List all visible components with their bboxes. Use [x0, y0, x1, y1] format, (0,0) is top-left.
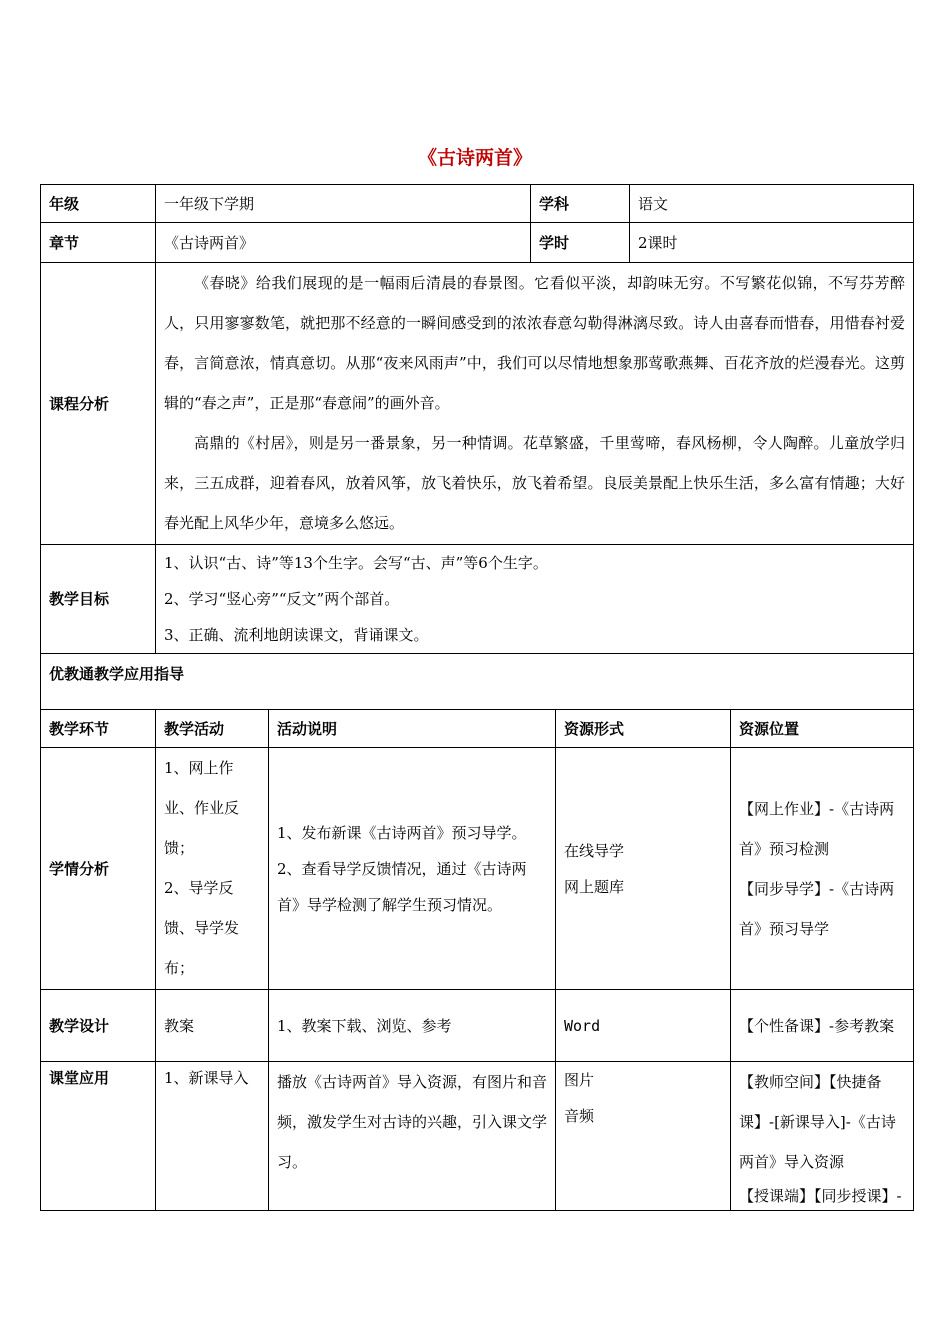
resource-location-cell: 【个性备课】-参考教案: [731, 990, 914, 1062]
header-activity: 教学活动: [156, 710, 269, 748]
analysis-row: [41, 263, 914, 545]
table-row: [41, 1062, 914, 1211]
goal-item: 1、认识“古、诗”等13个生字。会写“古、声”等6个生字。: [164, 554, 548, 572]
resource-form-cell: Word: [556, 990, 731, 1062]
hours-value: 2课时: [630, 223, 914, 263]
resource-location-line: 【网上作业】-《古诗两首》预习检测: [739, 799, 895, 858]
subject-label: 学科: [531, 185, 630, 223]
chapter-label: 章节: [41, 223, 156, 263]
table-row: [41, 748, 914, 990]
resource-form-line: 在线导学: [564, 841, 625, 860]
document-title: 《古诗两首》: [417, 147, 532, 169]
description-cell: 1、教案下载、浏览、参考: [269, 990, 556, 1062]
analysis-paragraph-1: 《春晓》给我们展现的是一幅雨后清晨的春景图。它看似平淡，却韵味无穷。不写繁花似锦，不写芬芳醉人，只用寥寥数笔，就把那不经意的一瞬间感受到的浓浓春意勾勒得淋漓尽致。诗人由喜春而惜春，用惜春衬爱春，言简意浓，情真意切。从那“夜来风雨声”中，我们可以尽情地想象那莺歌燕舞、百花齐放的烂漫春光。这剪辑的“春之声”，正是那“春意闹”的画外音。: [164, 274, 906, 412]
grade-value: 一年级下学期: [156, 185, 531, 223]
description-line: 2、查看导学反馈情况，通过《古诗两首》导学检测了解学生预习情况。: [277, 859, 527, 914]
resource-location-line: 【同步导学】-《古诗两首》预习导学: [739, 879, 895, 938]
stage-cell: 学情分析: [41, 748, 156, 990]
activity-line: 2、导学反: [164, 879, 234, 897]
table-row: [41, 990, 914, 1062]
activity-line: 馈；: [164, 839, 195, 857]
resource-location-line: 【授课端】【同步授课】-: [739, 1187, 902, 1205]
activity-cell: 1、新课导入: [156, 1062, 269, 1211]
goal-item: 2、学习“竖心旁”“反文”两个部首。: [164, 590, 400, 608]
lesson-plan-table: [40, 184, 914, 1211]
chapter-value: 《古诗两首》: [156, 223, 531, 263]
activity-line: 馈、导学发: [164, 919, 240, 937]
goals-label: 教学目标: [41, 545, 156, 654]
activity-line: 布；: [164, 959, 195, 977]
activity-line: 业、作业反: [164, 799, 240, 817]
stage-cell: 教学设计: [41, 990, 156, 1062]
chapter-row: [41, 223, 914, 263]
description-line: 1、发布新课《古诗两首》预习导学。: [277, 823, 527, 842]
grade-label: 年级: [41, 185, 156, 223]
guide-header-row: [41, 710, 914, 748]
header-description: 活动说明: [269, 710, 556, 748]
activity-line: 1、网上作: [164, 759, 234, 777]
resource-form-line: 图片: [564, 1071, 595, 1089]
goals-row: [41, 545, 914, 654]
hours-label: 学时: [531, 223, 630, 263]
stage-cell: 课堂应用: [41, 1062, 156, 1211]
resource-form-line: 网上题库: [564, 877, 625, 896]
activity-cell: 教案: [156, 990, 269, 1062]
header-resource-location: 资源位置: [731, 710, 914, 748]
guide-heading: 优教通教学应用指导: [41, 654, 914, 710]
description-cell: 播放《古诗两首》导入资源，有图片和音频，激发学生对古诗的兴趣，引入课文学习。: [269, 1062, 556, 1211]
resource-location-line: 【教师空间】【快捷备课】-[新课导入]-《古诗两首》导入资源: [739, 1073, 896, 1171]
header-stage: 教学环节: [41, 710, 156, 748]
grade-row: [41, 185, 914, 223]
subject-value: 语文: [630, 185, 914, 223]
header-resource-form: 资源形式: [556, 710, 731, 748]
analysis-label: 课程分析: [41, 263, 156, 545]
goal-item: 3、正确、流利地朗读课文，背诵课文。: [164, 626, 429, 644]
guide-heading-row: [41, 654, 914, 710]
analysis-paragraph-2: 高鼎的《村居》，则是另一番景象，另一种情调。花草繁盛，千里莺啼，春风杨柳，令人陶醉。儿童放学归来，三五成群，迎着春风，放着风筝，放飞着快乐，放飞着希望。良辰美景配上快乐生活，多么富有情趣；大好春光配上风华少年，意境多么悠远。: [164, 434, 906, 532]
resource-form-line: 音频: [564, 1107, 595, 1125]
